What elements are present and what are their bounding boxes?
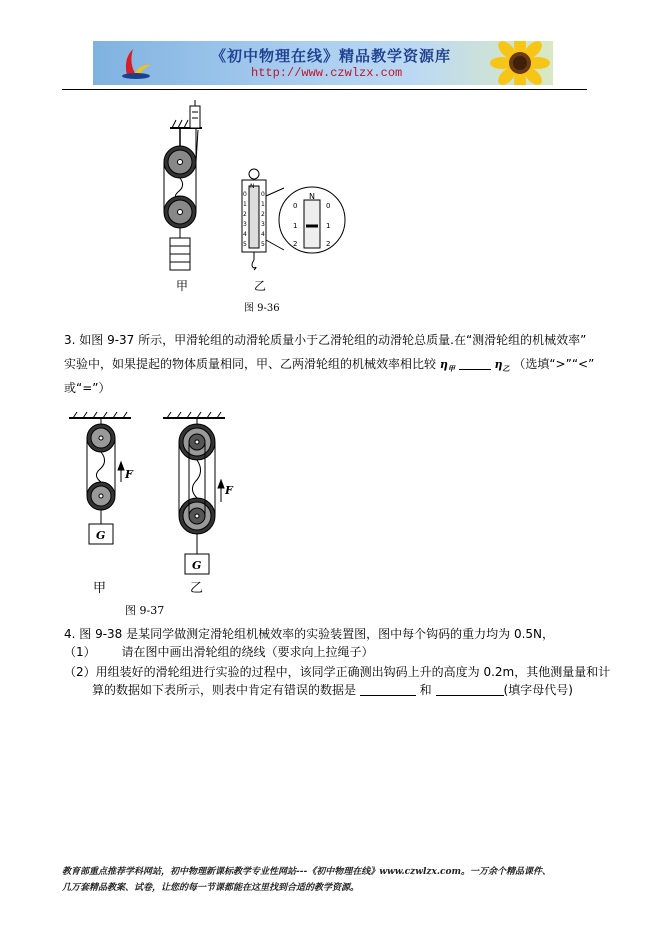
pulley-system-yi — [179, 418, 224, 574]
zoom-left-ticks — [293, 202, 297, 248]
q4-item2-line2-prefix: 算的数据如下表所示，则表中肯定有错误的数据是 — [92, 683, 357, 697]
footer-line2: 几万套精品教案、试卷，让您的每一节课都能在这里找到合适的教学资源。 — [62, 883, 360, 893]
zoom-right-ticks — [326, 202, 330, 248]
q3-answer-blank[interactable] — [459, 355, 491, 370]
svg-text:3: 3 — [243, 221, 247, 228]
q4-line1: 4. 图 9-38 是某同学做测定滑轮组机械效率的实验装置图，图中每个钩码的重力均为 0.5N， — [64, 627, 555, 641]
q4-item2 — [64, 662, 610, 682]
fig37-label-yi: 乙 — [190, 581, 204, 596]
q4-item1-num: （1） — [64, 645, 96, 659]
svg-text:0: 0 — [243, 191, 247, 198]
svg-text:5: 5 — [261, 241, 265, 248]
weight-label-jia: G — [96, 529, 106, 542]
fig37-label-jia: 甲 — [93, 581, 107, 596]
scale-unit-n: N — [250, 183, 255, 190]
fig37-caption: 图 9-37 — [125, 604, 165, 617]
pulley-system-jia — [87, 418, 124, 544]
fig36-label-jia: 甲 — [176, 279, 189, 293]
q4-item2-num: （2） — [64, 665, 96, 679]
svg-text:1: 1 — [243, 201, 247, 208]
sunflower-icon — [485, 41, 553, 85]
q3-line1: 3. 如图 9-37 所示，甲滑轮组的动滑轮质量小于乙滑轮组的动滑轮总质量.在“测滑轮组的机械效率” — [64, 333, 587, 347]
svg-text:2: 2 — [326, 240, 331, 248]
eta-yi: $\eta_乙$ — [494, 358, 510, 374]
svg-text:3: 3 — [261, 221, 265, 228]
eta-jia: $\eta_甲$ — [439, 358, 455, 374]
svg-text:2: 2 — [243, 211, 247, 218]
svg-text:2: 2 — [293, 240, 298, 248]
q4-item1-text: 请在图中画出滑轮组的绕线（要求向上拉绳子） — [121, 645, 374, 659]
svg-text:2: 2 — [261, 211, 265, 218]
zoom-circle — [266, 187, 345, 253]
svg-text:1: 1 — [261, 201, 265, 208]
svg-text:1: 1 — [326, 222, 331, 230]
q4-item2-line2 — [92, 680, 573, 700]
header-rule — [62, 89, 587, 90]
q4-item1 — [64, 642, 373, 662]
q4-item2-line2-suffix: (填字母代号) — [503, 683, 573, 697]
svg-text:5: 5 — [243, 241, 247, 248]
q3-line3: 或“=”） — [64, 381, 111, 395]
zoom-unit-n: N — [309, 192, 315, 201]
fig36-caption: 图 9-36 — [244, 303, 280, 314]
pulley-jia — [164, 128, 198, 238]
figure-9-36 — [150, 100, 370, 315]
header-banner — [93, 41, 553, 85]
svg-text:0: 0 — [261, 191, 265, 198]
top-spring-scale — [190, 100, 200, 128]
q3-line2-suffix: （选填“>”“<” — [513, 357, 595, 371]
svg-text:4: 4 — [261, 231, 265, 238]
svg-text:1: 1 — [293, 222, 298, 230]
footer-line1: 教育部重点推荐学科网站，初中物理新课标教学专业性网站---《初中物理在线》www.czwlzx.com。一万余个精品课件、 — [62, 867, 552, 877]
q4-item2-text: 用组装好的滑轮组进行实验的过程中，该同学正确测出钩码上升的高度为 0.2m，其他测量量和计 — [95, 665, 611, 679]
q4-answer-blank-2[interactable] — [436, 681, 504, 696]
hook-weights — [170, 238, 190, 270]
ceiling-mount — [69, 412, 225, 418]
q3-line2 — [64, 352, 594, 381]
figure-9-37 — [65, 410, 245, 622]
svg-text:0: 0 — [326, 202, 331, 210]
force-label-jia: F — [125, 468, 133, 481]
weight-label-yi: G — [192, 559, 202, 572]
svg-text:4: 4 — [243, 231, 247, 238]
q4-item2-line2-mid: 和 — [419, 683, 432, 697]
force-label-yi: F — [225, 484, 233, 497]
q3-line2-prefix: 实验中，如果提起的物体质量相同，甲、乙两滑轮组的机械效率相比较 — [64, 357, 437, 371]
page-footer — [62, 864, 602, 896]
banner-title: 《初中物理在线》精品教学资源库 — [211, 47, 452, 65]
fig36-label-yi: 乙 — [254, 279, 267, 293]
site-logo-icon — [119, 45, 153, 81]
svg-text:0: 0 — [293, 202, 298, 210]
q4-answer-blank-1[interactable] — [360, 681, 416, 696]
banner-url: http://www.czwlzx.com — [251, 66, 403, 80]
